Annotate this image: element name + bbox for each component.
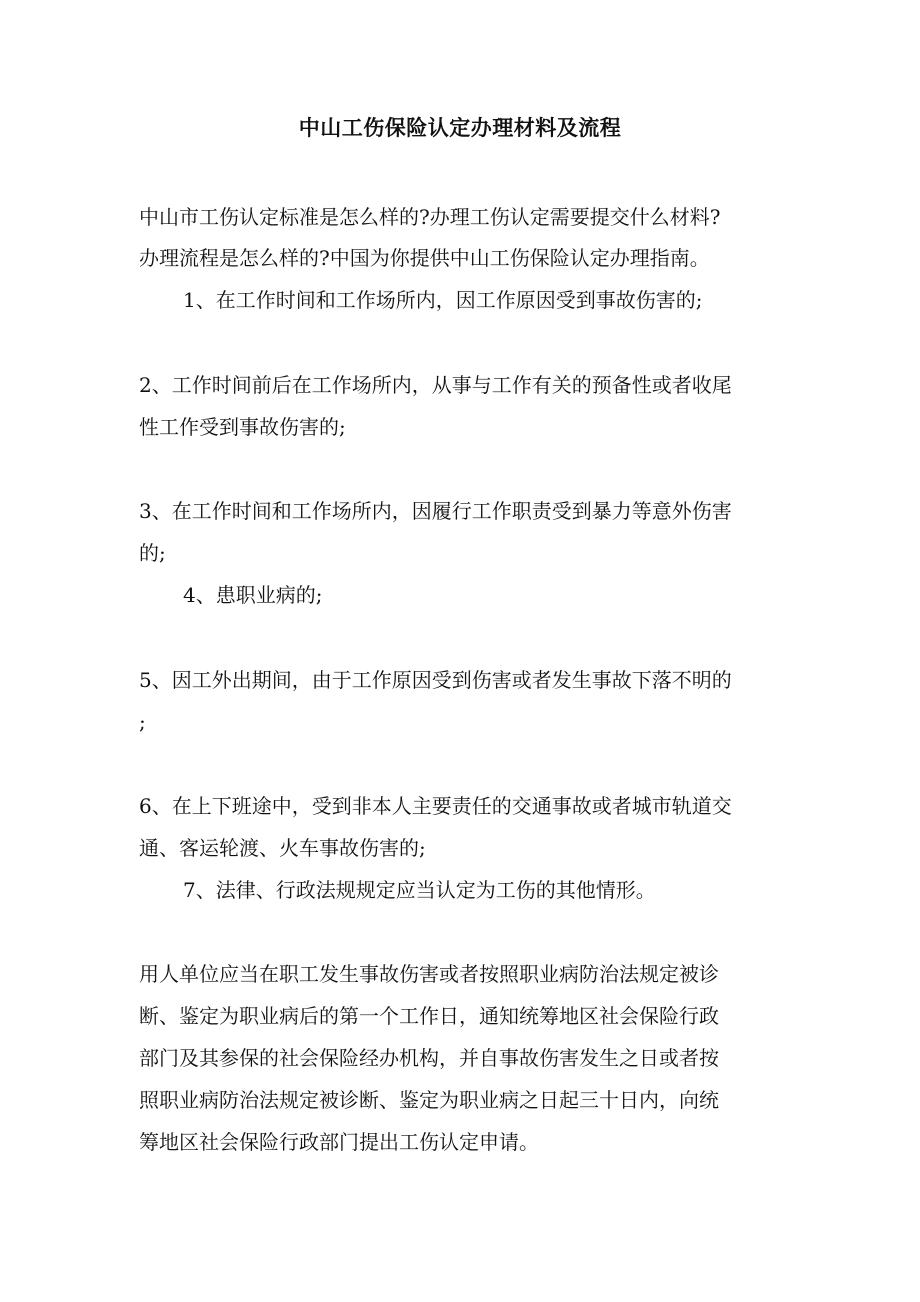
list-item-5-line-1: 5、因工外出期间，由于工作原因受到伤害或者发生事故下落不明的 <box>139 668 732 692</box>
closing-line-2: 断、鉴定为职业病后的第一个工作日，通知统筹地区社会保险行政 <box>139 1004 719 1028</box>
list-item-1: 1、在工作时间和工作场所内，因工作原因受到事故伤害的; <box>183 288 703 312</box>
list-item-3-line-1: 3、在工作时间和工作场所内，因履行工作职责受到暴力等意外伤害 <box>139 499 732 523</box>
list-item-2-line-1: 2、工作时间前后在工作场所内，从事与工作有关的预备性或者收尾 <box>139 373 732 397</box>
document-title: 中山工伤保险认定办理材料及流程 <box>298 115 622 140</box>
list-item-5-line-2: ; <box>139 710 146 734</box>
intro-line-2: 办理流程是怎么样的?中国为你提供中山工伤保险认定办理指南。 <box>139 246 710 270</box>
closing-line-4: 照职业病防治法规定被诊断、鉴定为职业病之日起三十日内，向统 <box>139 1088 719 1112</box>
intro-line-1: 中山市工伤认定标准是怎么样的?办理工伤认定需要提交什么材料? <box>139 205 721 229</box>
list-item-6-line-2: 通、客运轮渡、火车事故伤害的; <box>139 836 426 860</box>
list-item-6-line-1: 6、在上下班途中，受到非本人主要责任的交通事故或者城市轨道交 <box>139 794 732 818</box>
list-item-7: 7、法律、行政法规规定应当认定为工伤的其他情形。 <box>183 878 656 902</box>
closing-line-5: 筹地区社会保险行政部门提出工伤认定申请。 <box>139 1130 539 1154</box>
closing-line-3: 部门及其参保的社会保险经办机构，并自事故伤害发生之日或者按 <box>139 1046 719 1070</box>
closing-line-1: 用人单位应当在职工发生事故伤害或者按照职业病防治法规定被诊 <box>139 962 719 986</box>
list-item-2-line-2: 性工作受到事故伤害的; <box>139 415 346 439</box>
list-item-4: 4、患职业病的; <box>183 583 323 607</box>
list-item-3-line-2: 的; <box>139 541 166 565</box>
